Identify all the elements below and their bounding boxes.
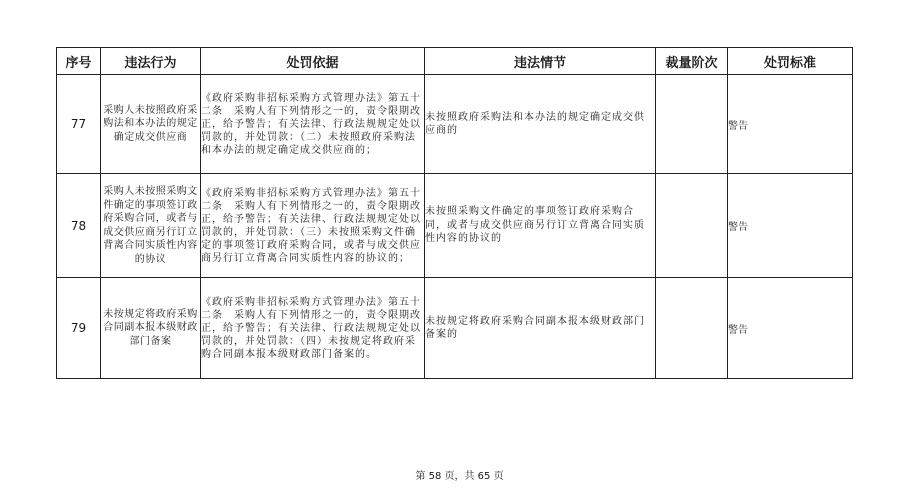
row-no: 78 — [57, 174, 101, 278]
table-header-row — [57, 48, 853, 75]
header-level: 裁量阶次 — [656, 48, 728, 75]
row-act: 未按规定将政府采购合同副本报本级财政部门备案 — [101, 278, 201, 379]
header-std: 处罚标准 — [728, 48, 853, 75]
row-plot: 未按照采购文件确定的事项签订政府采购合同，或者与成交供应商另行订立背离合同实质性内容的协议的 — [425, 174, 656, 278]
header-act: 违法行为 — [101, 48, 201, 75]
row-std: 警告 — [728, 278, 853, 379]
row-basis: 《政府采购非招标采购方式管理办法》第五十二条 采购人有下列情形之一的，责令限期改正，给予警告；有关法律、行政法规规定处以罚款的，并处罚款：（三）未按照采购文件确定的事项签订政府采购合同，或者与成交供应商另行订立背离合同实质性内容的协议的； — [201, 174, 425, 278]
row-no: 79 — [57, 278, 101, 379]
row-level — [656, 75, 728, 174]
row-no: 77 — [57, 75, 101, 174]
row-std: 警告 — [728, 174, 853, 278]
table-row — [57, 174, 853, 278]
row-basis: 《政府采购非招标采购方式管理办法》第五十二条 采购人有下列情形之一的，责令限期改正，给予警告；有关法律、行政法规规定处以罚款的，并处罚款：（二）未按照政府采购法和本办法的规定确定成交供应商的； — [201, 75, 425, 174]
row-basis: 《政府采购非招标采购方式管理办法》第五十二条 采购人有下列情形之一的，责令限期改正，给予警告；有关法律、行政法规规定处以罚款的，并处罚款：（四）未按规定将政府采购合同副本报本级财政部门备案的。 — [201, 278, 425, 379]
page-number: 第 58 页，共 65 页 — [415, 471, 504, 482]
row-act: 采购人未按照政府采购法和本办法的规定确定成交供应商 — [101, 75, 201, 174]
row-act: 采购人未按照采购文件确定的事项签订政府采购合同，或者与成交供应商另行订立背离合同实质性内容的协议 — [101, 174, 201, 278]
row-plot: 未按规定将政府采购合同副本报本级财政部门备案的 — [425, 278, 656, 379]
row-std: 警告 — [728, 75, 853, 174]
penalty-table — [56, 47, 853, 379]
header-basis: 处罚依据 — [201, 48, 425, 75]
header-plot: 违法情节 — [425, 48, 656, 75]
table-row — [57, 75, 853, 174]
header-no: 序号 — [57, 48, 101, 75]
row-level — [656, 278, 728, 379]
table-row — [57, 278, 853, 379]
row-plot: 未按照政府采购法和本办法的规定确定成交供应商的 — [425, 75, 656, 174]
row-level — [656, 174, 728, 278]
